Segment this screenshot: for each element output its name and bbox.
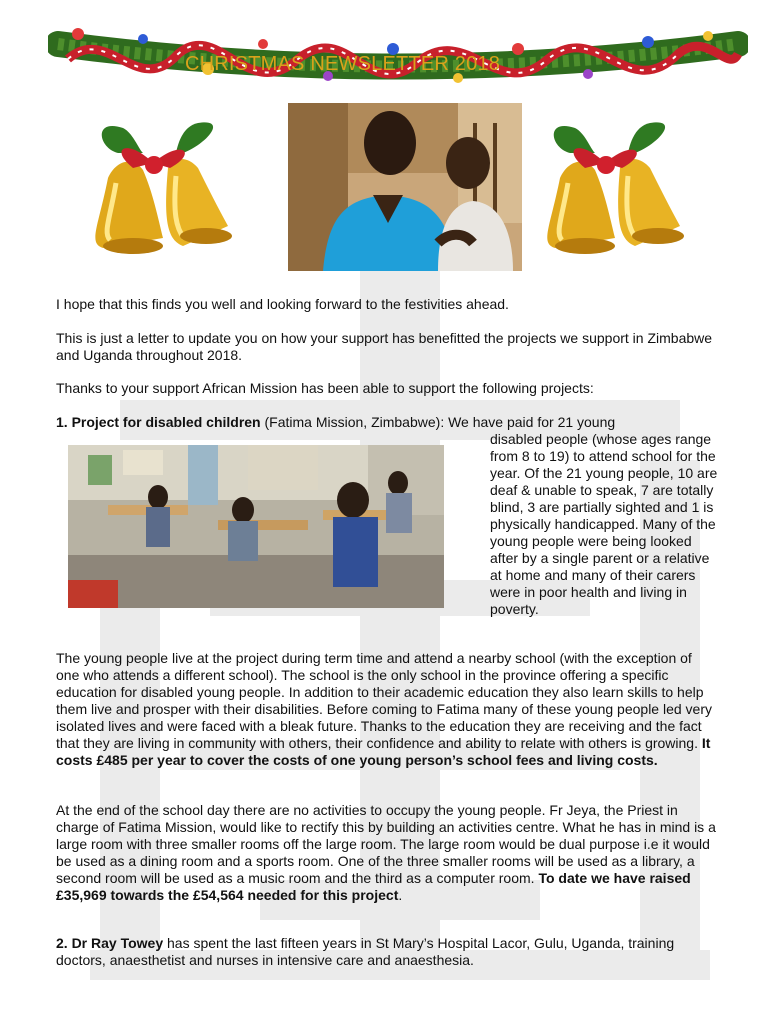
project2-text: has spent the last fifteen years in St Mary’s Hospital Lacor, Gulu, Uganda, training doctors, anaesthetist and nurses in intensive care and anaesthesia.: [56, 935, 675, 968]
activities-centre-text: At the end of the school day there are no activities to occupy the young people. Fr Jeya, the Priest in charge of Fatima Mission, would like to rectify this by building an activities centre. What he has in mind is a large room with three smaller rooms off the large room. The large room would be dual purpose i.e it would be used as a dining room and a sports room. One of the three smaller rooms will be used as a library, a second room will be used as a music room and the third as a computer room.: [56, 802, 716, 886]
fundraising-highlight: To date we have raised £35,969 towards the £54,564 needed for this project: [56, 870, 691, 903]
newsletter-title: CHRISTMAS NEWSLETTER 2018: [185, 53, 501, 75]
young-people-paragraph: [56, 650, 716, 769]
young-people-text: The young people live at the project during term time and attend a nearby school (with the exception of one who attends a different school). The school is the only school in the province offering a specific education for disabled young people. In addition to their academic education they also learn skills to help them live and prosper with their disabilities. Before coming to Fatima many of these young people led very isolated lives and were faced with a bleak future. Thanks to the education they are receiving and the fact that they are living in community with others, their confidence and ability to relate with others is growing.: [56, 650, 713, 751]
project1-location: (Fatima Mission, Zimbabwe): We have paid for 21 young: [260, 414, 616, 430]
christmas-bells-icon: [540, 108, 690, 258]
mother-and-child-photo: [288, 103, 522, 271]
project1-details: disabled people (whose ages range from 8 to 19) to attend school for the year. Of the 21 young people, 10 are deaf & unable to speak, 7 are totally blind, 3 are partially sighted and 1 is physically handicapped. Many of the young people were being looked after by a single parent or a relative at home and many of their carers were in poor health and living in poverty.: [490, 431, 718, 617]
christmas-bells-icon: [88, 108, 238, 258]
cost-highlight: It costs £485 per year to cover the costs of one young person’s school fees and living costs.: [56, 735, 711, 768]
project2-heading: 2. Dr Ray Towey: [56, 935, 164, 951]
update-paragraph: This is just a letter to update you on how your support has benefitted the projects we support in Zimbabwe and Uganda throughout 2018.: [56, 330, 713, 363]
intro-paragraph: I hope that this finds you well and looking forward to the festivities ahead.: [56, 296, 509, 312]
thanks-paragraph: Thanks to your support African Mission has been able to support the following projects:: [56, 380, 594, 396]
activities-centre-tail: .: [398, 887, 403, 903]
project1-heading: 1. Project for disabled children: [56, 414, 261, 430]
activities-centre-paragraph: [56, 802, 721, 904]
project2-paragraph: [56, 935, 716, 969]
classroom-photo: [68, 445, 444, 608]
project1-intro: [56, 414, 736, 431]
